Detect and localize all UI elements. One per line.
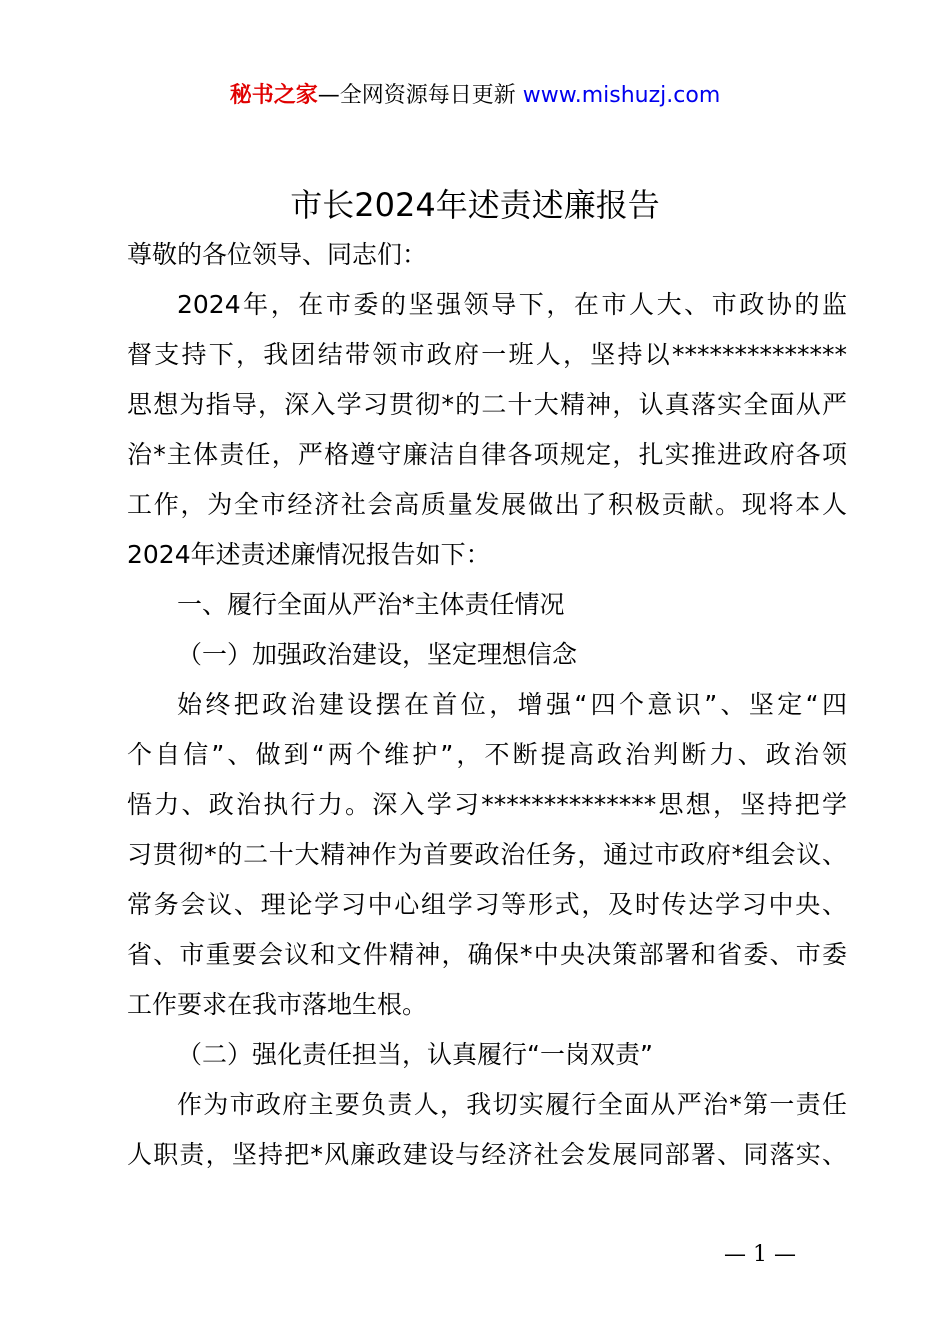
subsection-heading: （一）加强政治建设，坚定理想信念 — [177, 640, 578, 669]
paragraph-line: 习贯彻*的二十大精神作为首要政治任务，通过市政府*组会议、 — [127, 840, 847, 869]
paragraph-line: 2024年述责述廉情况报告如下： — [127, 540, 491, 569]
paragraph-line: 省、市重要会议和文件精神，确保*中央决策部署和省委、市委 — [127, 940, 847, 969]
paragraph-line: 始终把政治建设摆在首位，增强“四个意识”、坚定“四 — [177, 690, 847, 719]
section-heading: 一、履行全面从严治*主体责任情况 — [177, 590, 565, 619]
paragraph-line: 常务会议、理论学习中心组学习等形式，及时传达学习中央、 — [127, 890, 847, 919]
paragraph-line: 治*主体责任，严格遵守廉洁自律各项规定，扎实推进政府各项 — [127, 440, 847, 469]
subsection-heading: （二）强化责任担当，认真履行“一岗双责” — [177, 1040, 653, 1069]
site-url-link[interactable]: www.mishuzj.com — [522, 83, 721, 108]
paragraph-line: 人职责，坚持把*风廉政建设与经济社会发展同部署、同落实、 — [127, 1140, 847, 1169]
paragraph-line: 工作要求在我市落地生根。 — [127, 990, 428, 1019]
brand-name: 秘书之家 — [229, 83, 318, 108]
document-title: 市长2024年述责述廉报告 — [290, 186, 660, 224]
paragraph-line: 工作，为全市经济社会高质量发展做出了积极贡献。现将本人 — [127, 490, 847, 519]
salutation: 尊敬的各位领导、同志们： — [127, 240, 428, 269]
document-body — [127, 230, 847, 1180]
paragraph-line: 督支持下，我团结带领市政府一班人，坚持以************** — [127, 340, 847, 369]
paragraph-line: 2024年，在市委的坚强领导下，在市人大、市政协的监 — [177, 290, 847, 319]
page-number: — 1 — — [724, 1242, 796, 1267]
site-slogan: —全网资源每日更新 — [317, 83, 523, 108]
paragraph-line: 作为市政府主要负责人，我切实履行全面从严治*第一责任 — [177, 1090, 847, 1119]
paragraph-line: 悟力、政治执行力。深入学习**************思想，坚持把学 — [127, 790, 847, 819]
paragraph-line: 个自信”、做到“两个维护”，不断提高政治判断力、政治领 — [127, 740, 847, 769]
paragraph-line: 思想为指导，深入学习贯彻*的二十大精神，认真落实全面从严 — [127, 390, 847, 419]
site-header — [0, 80, 950, 112]
